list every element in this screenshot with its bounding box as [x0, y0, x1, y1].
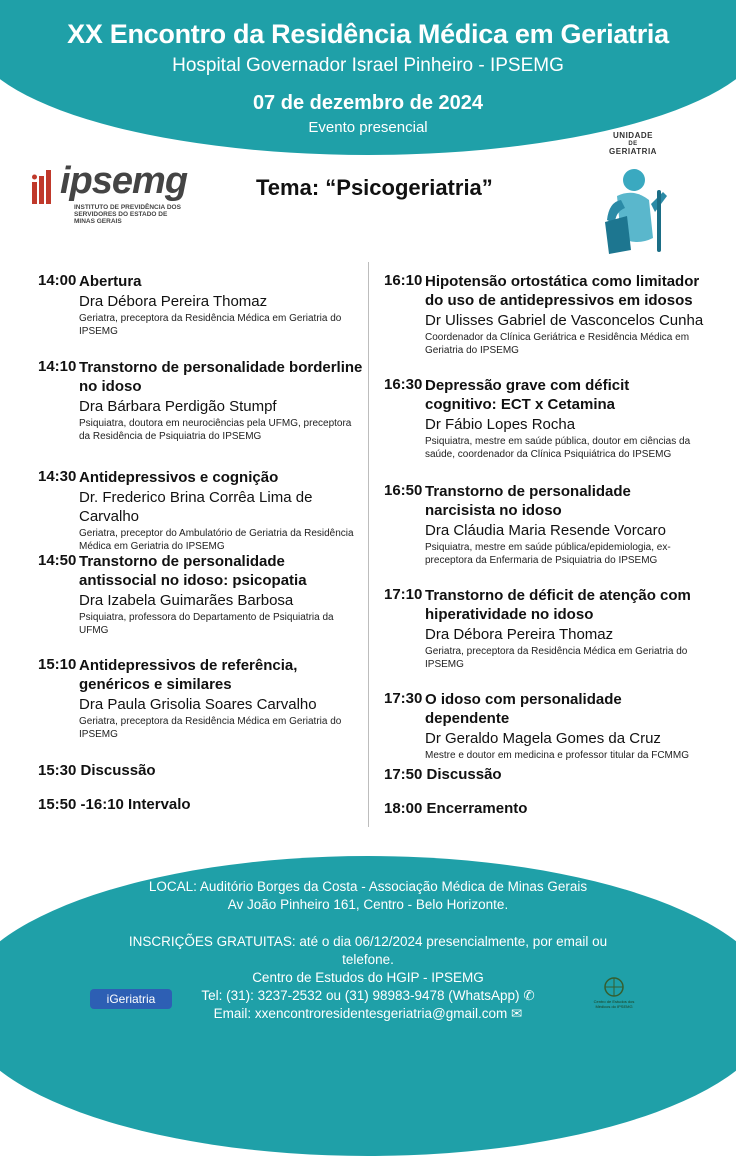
badge-label: iGeriatria	[106, 992, 156, 1006]
program-item	[384, 482, 704, 567]
program-item	[38, 272, 363, 338]
ug-line3: GERIATRIA	[609, 147, 657, 156]
item-title: Transtorno de personalidade antissocial no idoso: psicopatia	[79, 553, 307, 589]
program-item	[38, 656, 363, 741]
column-divider	[368, 262, 369, 827]
program-item	[384, 586, 704, 671]
event-date: 07 de dezembro de 2024	[252, 92, 484, 114]
item-time: 16:50	[384, 482, 423, 499]
ipsemg-logo	[32, 160, 192, 228]
item-title: Transtorno de déficit de atenção com hiperatividade no idoso	[425, 587, 691, 623]
email-text[interactable]: Email: xxencontroresidentesgeriatria@gmail.com	[213, 1006, 508, 1021]
item-time: 14:30	[38, 468, 77, 485]
item-description: Coordenador da Clínica Geriátrica e Residência Médica em Geriatria do IPSEMG	[425, 332, 690, 356]
ug-line1: UNIDADE	[613, 131, 653, 140]
item-description: Geriatra, preceptor do Ambulatório de Geriatria da Residência Médica em Geriatria do IPSEMG	[79, 528, 354, 552]
item-time: 14:50	[38, 552, 77, 569]
closing-slot: 18:00 Encerramento	[384, 800, 528, 817]
venue-line: LOCAL: Auditório Borges da Costa - Associação Médica de Minas Gerais	[148, 879, 588, 894]
item-time: 14:10	[38, 358, 77, 375]
item-speaker: Dr. Frederico Brina Corrêa Lima de Carvalho	[79, 489, 313, 525]
item-description: Psiquiatra, mestre em saúde pública, doutor em ciências da saúde, coordenador da Clínica Psiquiátrica do IPSEMG	[425, 436, 691, 460]
item-description: Geriatra, preceptora da Residência Médica em Geriatria do IPSEMG	[425, 646, 688, 670]
item-title: Abertura	[79, 273, 142, 290]
event-title: XX Encontro da Residência Médica em Geriatria	[67, 19, 669, 49]
program-item	[38, 468, 363, 553]
item-time: 14:00	[38, 272, 77, 289]
item-description: Psiquiatra, mestre em saúde pública/epidemiologia, ex-preceptora da Enfermaria de Psiquiatria do IPSEMG	[425, 542, 671, 566]
program-item	[384, 690, 704, 763]
item-time: 17:30	[384, 690, 423, 707]
whatsapp-icon: ✆	[523, 988, 535, 1003]
item-description: Mestre e doutor em medicina e professor titular da FCMMG	[425, 750, 689, 761]
item-title: O idoso com personalidade dependente	[425, 691, 622, 727]
item-time: 17:10	[384, 586, 423, 603]
item-speaker: Dra Cláudia Maria Resende Vorcaro	[425, 522, 666, 539]
discussion-slot: 15:30 Discussão	[38, 762, 156, 779]
phone-text[interactable]: Tel: (31): 3237-2532 ou (31) 98983-9478 (WhatsApp)	[201, 988, 520, 1003]
study-center-logo	[590, 975, 638, 1015]
break-slot: 15:50 -16:10 Intervalo	[38, 796, 191, 813]
study-center-logo-label: Centro de Estudos dos Médicos do IPSEMG	[593, 999, 635, 1009]
program-item	[38, 552, 363, 637]
item-description: Geriatra, preceptora da Residência Médica em Geriatria do IPSEMG	[79, 716, 342, 740]
item-time: 16:30	[384, 376, 423, 393]
address-line: Av João Pinheiro 161, Centro - Belo Horizonte.	[227, 897, 509, 912]
item-title: Transtorno de personalidade borderline no idoso	[79, 359, 363, 395]
program-item	[38, 358, 363, 443]
item-description: Geriatra, preceptora da Residência Médica em Geriatria do IPSEMG	[79, 313, 342, 337]
item-speaker: Dr Ulisses Gabriel de Vasconcelos Cunha	[425, 312, 704, 329]
item-title: Antidepressivos de referência, genéricos e similares	[79, 657, 298, 693]
event-hospital: Hospital Governador Israel Pinheiro - IPSEMG	[172, 55, 564, 76]
ipsemg-bars-icon	[32, 170, 58, 204]
item-speaker: Dra Paula Grisolia Soares Carvalho	[79, 696, 317, 713]
igeriatria-badge	[90, 989, 172, 1009]
item-speaker: Dr Geraldo Magela Gomes da Cruz	[425, 730, 661, 747]
item-speaker: Dra Izabela Guimarães Barbosa	[79, 592, 294, 609]
item-title: Antidepressivos e cognição	[79, 469, 279, 486]
registration-line-2: telefone.	[342, 952, 394, 967]
item-speaker: Dra Bárbara Perdigão Stumpf	[79, 398, 277, 415]
item-title: Depressão grave com déficit cognitivo: ECT x Cetamina	[425, 377, 630, 413]
ipsemg-tagline: INSTITUTO DE PREVIDÊNCIA DOS SERVIDORES DO ESTADO DE MINAS GERAIS	[74, 204, 181, 225]
item-title: Transtorno de personalidade narcisista no idoso	[425, 483, 631, 519]
item-description: Psiquiatra, doutora em neurociências pela UFMG, preceptora da Residência de Psiquiatria do IPSEMG	[79, 418, 352, 442]
registration-line: INSCRIÇÕES GRATUITAS: até o dia 06/12/2024 presencialmente, por email ou	[128, 934, 608, 949]
item-speaker: Dr Fábio Lopes Rocha	[425, 416, 576, 433]
event-mode: Evento presencial	[308, 119, 428, 136]
program-item	[384, 376, 704, 461]
item-speaker: Dra Débora Pereira Thomaz	[425, 626, 614, 643]
item-speaker: Dra Débora Pereira Thomaz	[79, 293, 268, 310]
program-item	[384, 272, 704, 357]
discussion-slot: 17:50 Discussão	[384, 766, 502, 783]
unidade-geriatria-logo	[597, 132, 669, 258]
elderly-figure-icon	[597, 160, 669, 260]
globe-icon	[590, 975, 638, 1015]
ipsemg-wordmark: ipsemg	[60, 160, 188, 202]
event-theme: Tema: “Psicogeriatria”	[256, 175, 493, 200]
item-description: Psiquiatra, professora do Departamento de Psiquiatria da UFMG	[79, 612, 334, 636]
ug-line2: DE	[628, 141, 638, 147]
item-time: 16:10	[384, 272, 423, 289]
item-time: 15:10	[38, 656, 77, 673]
envelope-icon: ✉	[511, 1006, 523, 1021]
item-title: Hipotensão ortostática como limitador do uso de antidepressivos em idosos	[425, 273, 700, 309]
study-center: Centro de Estudos do HGIP - IPSEMG	[252, 970, 484, 985]
